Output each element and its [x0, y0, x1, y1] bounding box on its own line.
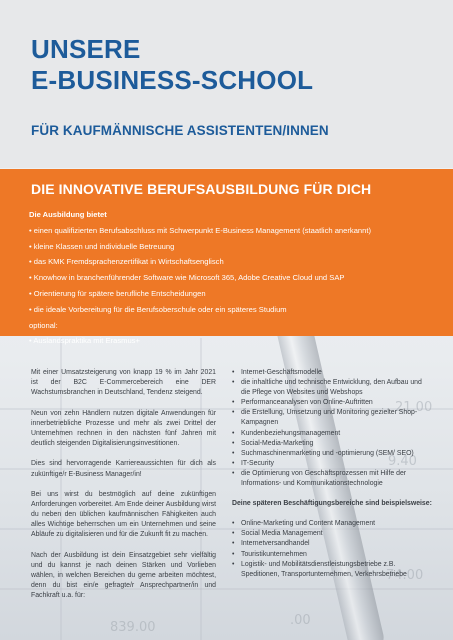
list-item: • das KMK Fremdsprachenzertifikat in Wirtschaftsenglisch: [29, 257, 224, 267]
list-item: • die inhaltliche und technische Entwicklung, den Aufbau und die Pflege von Websites und Webshops: [232, 379, 422, 397]
orange-box-title: DIE INNOVATIVE BERUFSAUSBILDUNG FÜR DICH: [31, 181, 372, 197]
paragraph: Bei uns wirst du bestmöglich auf deine zukünftigen Anforderungen vorbereitet. Am Ende deiner Ausbildung wirst du neben den üblichen kaufmännischen Fähigkeiten auch alles Wichtige beherrschen um ein Unternehmen und seine Abläufe zu digitalisieren und für die Zukunft fit zu machen.: [31, 491, 216, 539]
employment-heading: Deine späteren Beschäftigungsbereiche sind beispielsweise:: [232, 500, 432, 508]
title-line-2: E-BUSINESS-SCHOOL: [31, 65, 314, 95]
list-item: • Social-Media-Marketing: [232, 439, 314, 447]
paragraph: Nach der Ausbildung ist dein Einsatzgebiet sehr vielfältig und du kannst je nach deinen Stärken und Vorlieben wählen, in welchen Bereichen du gerne arbeiten möchtest, denn du bist ein/e gefragte/r Ansprechpartner/in und Fachkraft u.a. für:: [31, 551, 216, 600]
list-item: optional:: [29, 320, 58, 330]
title-line-1: UNSERE: [31, 34, 141, 64]
left-text-column: [31, 368, 216, 612]
orange-box-lead: Die Ausbildung bietet: [29, 210, 107, 219]
list-item: • einen qualifizierten Berufsabschluss mit Schwerpunkt E-Business Management (staatlich anerkannt): [29, 225, 372, 235]
list-item: • Internetversandhandel: [232, 540, 310, 548]
list-item: • Internet-Geschäftsmodelle: [232, 369, 322, 376]
list-item: • die ideale Vorbereitung für die Berufsoberschule oder ein späteres Studium: [29, 304, 287, 314]
list-item: • Knowhow in branchenführender Software wie Microsoft 365, Adobe Creative Cloud und SAP: [29, 273, 345, 283]
list-item: • Performanceanalysen von Online-Auftritten: [232, 399, 373, 407]
list-item: • Social Media Management: [232, 530, 323, 538]
list-item: • Auslandspraktika mit Erasmus+: [29, 336, 140, 346]
page-subtitle: FÜR KAUFMÄNNISCHE ASSISTENTEN/INNEN: [31, 123, 329, 138]
paragraph: Neun von zehn Händlern nutzen digitale Anwendungen für innerbetriebliche Prozesse und mehr als zwei Drittel der Unternehmen rechnen in den nächsten fünf Jahren mit deutlich steigenden Digitalisierungsinvestitionen.: [31, 409, 216, 447]
list-item: • Orientierung für spätere berufliche Entscheidungen: [29, 288, 206, 298]
list-item: • kleine Klassen und individuelle Betreuung: [29, 241, 175, 251]
list-item: • die Optimierung von Geschäftsprozessen mit Hilfe der Informations- und Kommunikationstechnologie: [232, 469, 407, 488]
list-item: • Touristikunternehmen: [232, 550, 307, 558]
list-item: • Suchmaschinenmarketing und -optimierung (SEM/ SEO): [232, 449, 414, 457]
paragraph: Dies sind hervorragende Karriereaussichten für dich als zukünftige/r E-Business Manager/in!: [31, 460, 216, 478]
right-text-column: [232, 368, 432, 580]
page-title: [31, 34, 431, 96]
background-photo: 21.00 9.40 74.00 .00 839.00: [0, 168, 453, 640]
list-item: • Kundenbeziehungsmanagement: [232, 429, 341, 437]
list-item: • die Erstellung, Umsetzung und Monitoring gezielter Shop-Kampagnen: [232, 409, 418, 427]
list-item: • Online-Marketing und Content Management: [232, 520, 376, 528]
list-item: • IT-Security: [232, 459, 274, 467]
orange-box-list: [29, 207, 444, 349]
list-item: • Logistik- und Mobilitätsdienstleistungsbetriebe z.B. Speditionen, Transportunternehmen, Verkehrsbetriebe: [232, 560, 407, 578]
paragraph: Mit einer Umsatzsteigerung von knapp 19 % im Jahr 2021 ist der B2C E-Commercebereich eine DER Wachstumsbranchen in Deutschland, Tendenz steigend.: [31, 369, 216, 397]
